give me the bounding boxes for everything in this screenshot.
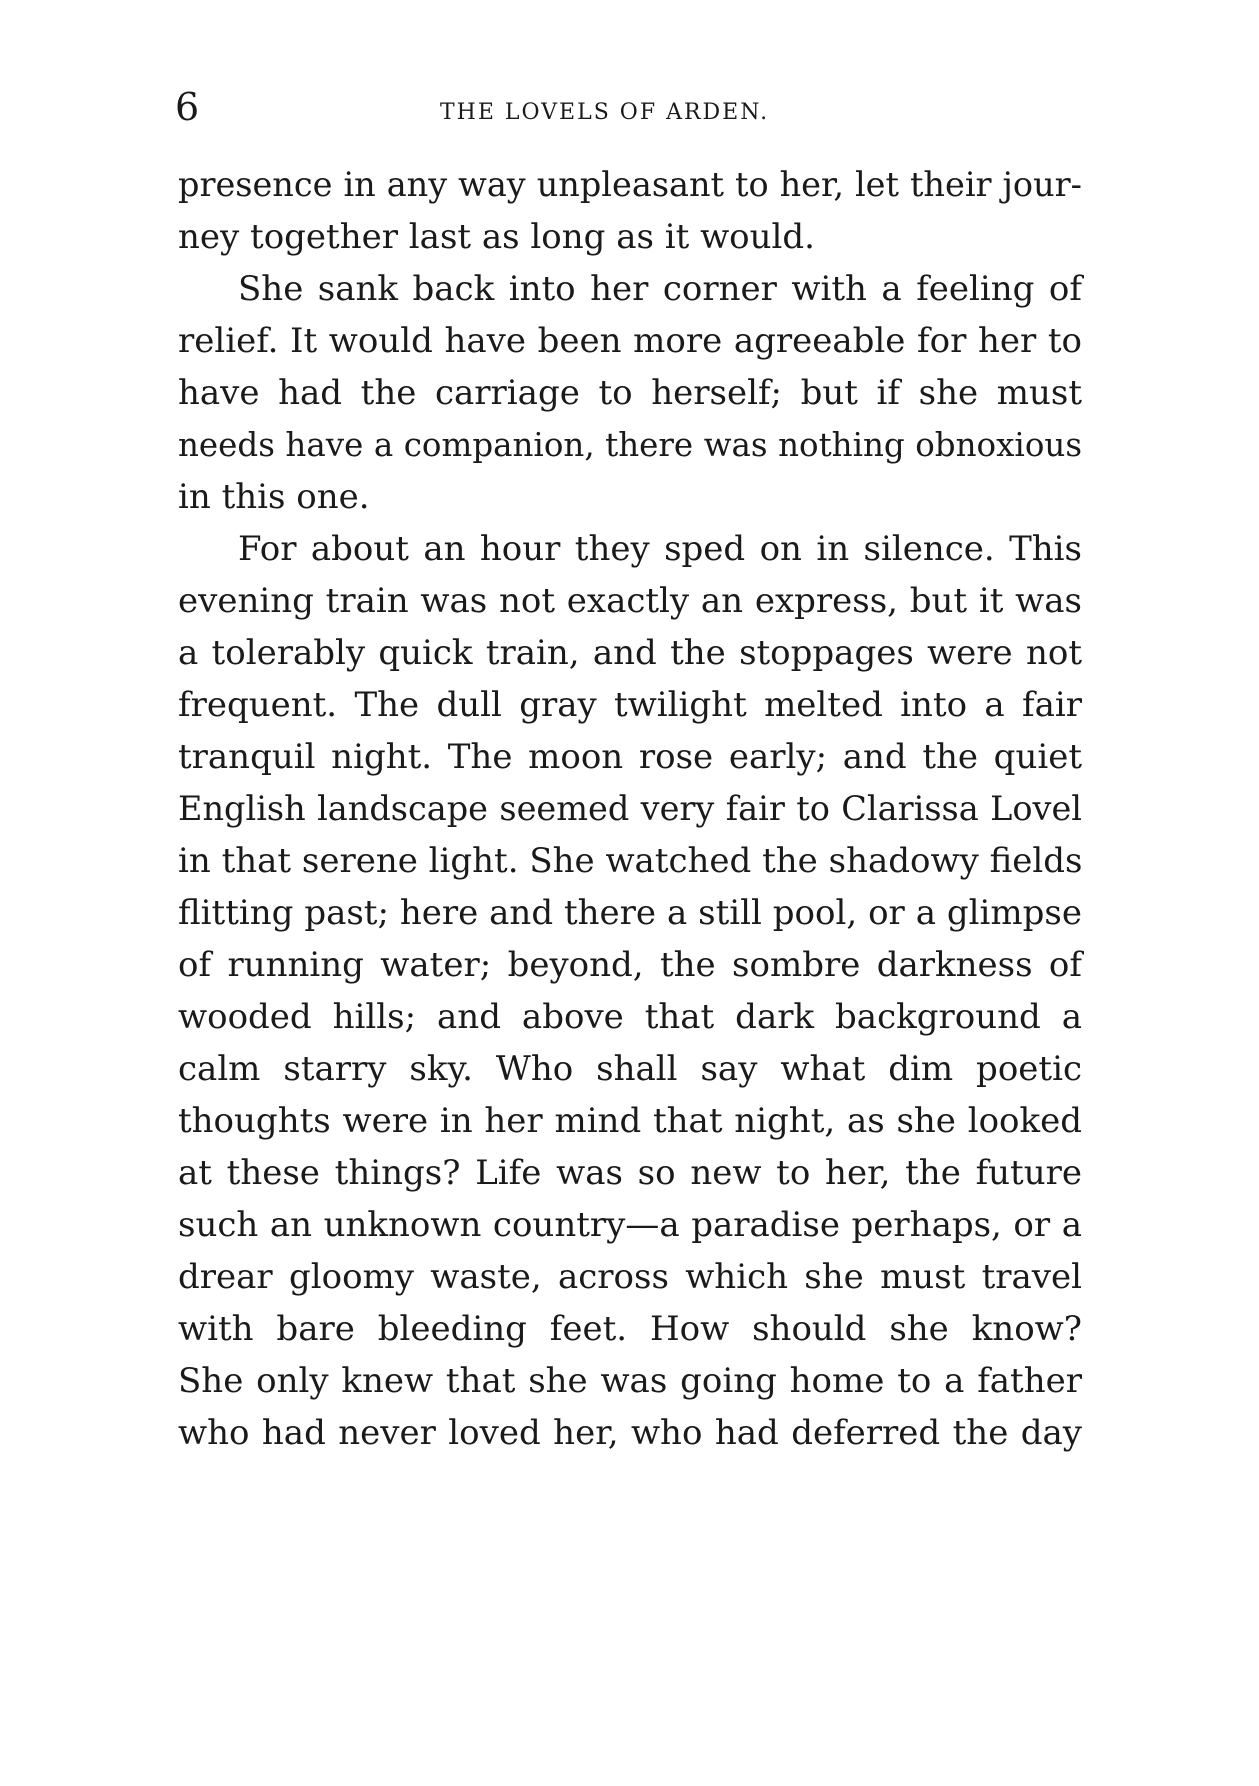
text-line: a tolerably quick train, and the stoppages were not	[178, 633, 1082, 673]
text-line: thoughts were in her mind that night, as she looked	[178, 1101, 1082, 1141]
text-line: needs have a companion, there was nothing obnoxious	[178, 426, 1082, 464]
text-line: calm starry sky. Who shall say what dim poetic	[178, 1049, 1082, 1089]
text-line: ney together last as long as it would.	[178, 217, 815, 257]
text-line: at these things? Life was so new to her, the future	[178, 1153, 1082, 1193]
text-line: of running water; beyond, the sombre darkness of	[178, 945, 1082, 985]
text-line: She sank back into her corner with a feeling of	[238, 269, 1082, 309]
text-line: who had never loved her, who had deferred the day	[178, 1413, 1082, 1453]
text-line: such an unknown country—a paradise perhaps, or a	[178, 1205, 1082, 1245]
text-line: wooded hills; and above that dark background a	[178, 997, 1082, 1037]
text-line: tranquil night. The moon rose early; and the quiet	[178, 737, 1082, 777]
text-line: flitting past; here and there a still pool, or a glimpse	[178, 893, 1082, 933]
text-line: with bare bleeding feet. How should she know?	[178, 1309, 1082, 1349]
text-line: She only knew that she was going home to a father	[178, 1361, 1082, 1401]
text-line: in this one.	[178, 477, 370, 517]
text-line: English landscape seemed very fair to Clarissa Lovel	[178, 789, 1082, 828]
text-line: presence in any way unpleasant to her, let their jour-	[178, 165, 1082, 204]
text-line: For about an hour they sped on in silence. This	[238, 529, 1082, 569]
text-line: have had the carriage to herself; but if she must	[178, 373, 1082, 413]
text-line: relief. It would have been more agreeable for her to	[178, 321, 1082, 361]
text-line: drear gloomy waste, across which she must travel	[178, 1257, 1082, 1297]
text-line: frequent. The dull gray twilight melted into a fair	[178, 685, 1082, 725]
text-line: in that serene light. She watched the shadowy fields	[178, 841, 1083, 881]
text-line: evening train was not exactly an express, but it was	[178, 581, 1082, 621]
running-title: THE LOVELS OF ARDEN.	[440, 100, 770, 125]
page-number: 6	[175, 85, 200, 129]
